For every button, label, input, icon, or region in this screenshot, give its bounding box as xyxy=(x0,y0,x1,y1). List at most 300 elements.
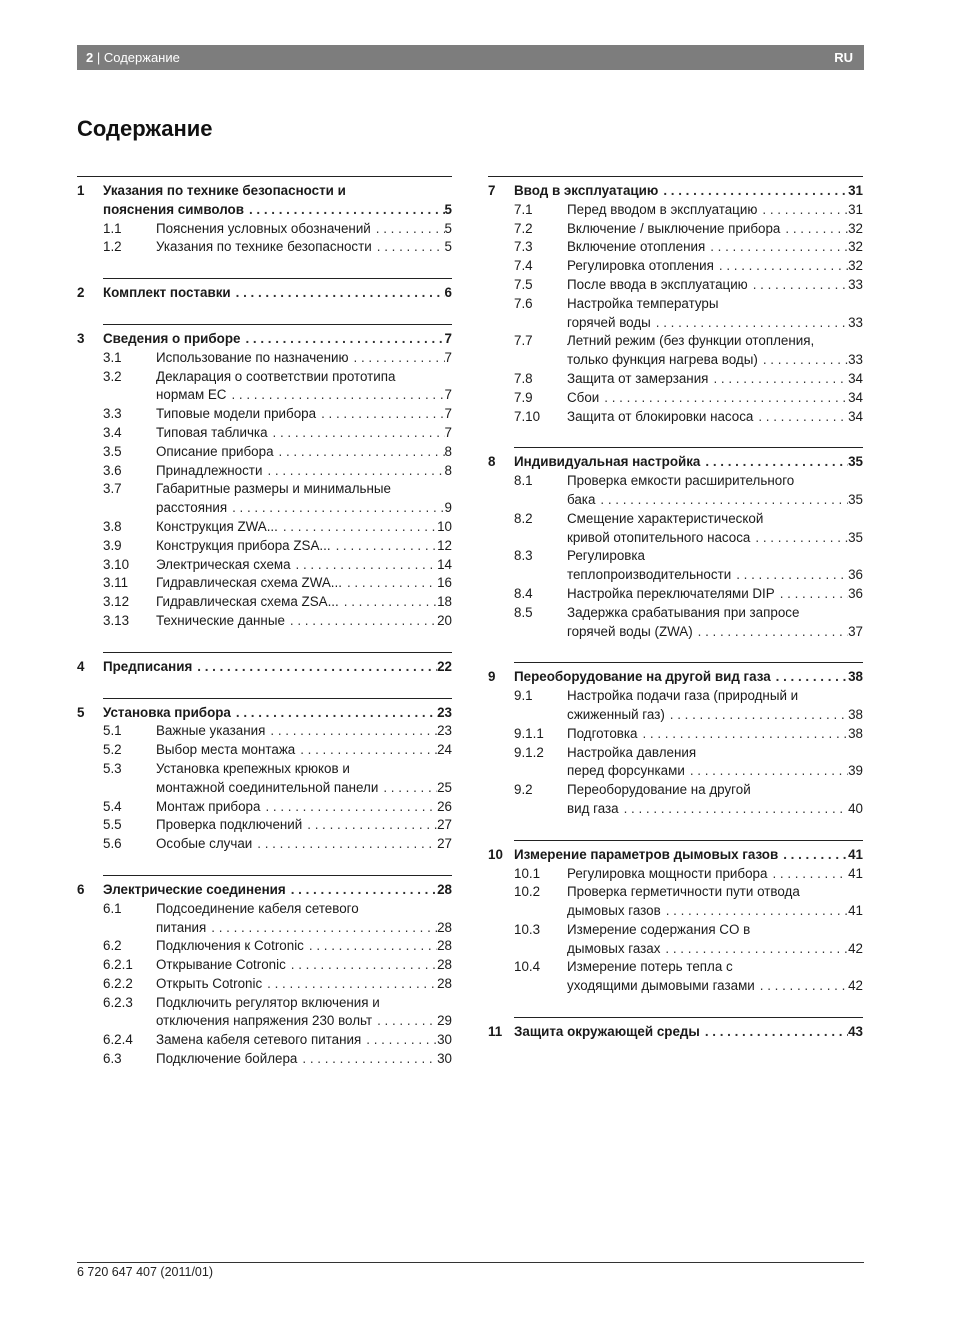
toc-entry-number: 8.1 xyxy=(514,473,533,489)
toc-entry-title: Проверка герметичности пути отвода xyxy=(567,884,800,900)
leader-dots xyxy=(372,238,445,257)
toc-entry-line xyxy=(103,182,452,201)
toc-entry-text xyxy=(567,725,863,744)
leader-dots xyxy=(268,424,445,443)
toc-page-number: 7 xyxy=(444,406,452,422)
leader-dots xyxy=(595,491,848,510)
toc-entry[interactable] xyxy=(488,370,863,389)
toc-page-number: 16 xyxy=(437,575,452,591)
toc-entry-title: дымовых газов xyxy=(567,903,661,919)
toc-entry[interactable] xyxy=(488,921,863,959)
toc-entry-number: 6.2.1 xyxy=(103,957,133,973)
toc-entry-number: 6.2.4 xyxy=(103,1032,133,1048)
toc-entry-title: Гидравлическая схема ZWA... xyxy=(156,575,342,591)
toc-entry[interactable] xyxy=(488,389,863,408)
toc-entry[interactable] xyxy=(488,744,863,782)
toc-page-number: 7 xyxy=(444,387,452,403)
toc-entry-text xyxy=(567,408,863,427)
toc-entry-number: 9.1 xyxy=(514,688,533,704)
toc-entry-number: 5 xyxy=(77,704,85,720)
toc-entry-number: 5.6 xyxy=(103,836,122,852)
toc-entry-number: 8 xyxy=(488,454,496,470)
toc-section-heading[interactable] xyxy=(77,698,452,723)
toc-entry-number: 8.2 xyxy=(514,510,533,526)
toc-entry[interactable] xyxy=(77,994,452,1032)
toc-page-number: 12 xyxy=(437,537,452,553)
toc-section xyxy=(488,176,863,426)
toc-entry-text xyxy=(514,1023,863,1042)
toc-entry-number: 5.5 xyxy=(103,817,122,833)
toc-entry-line xyxy=(156,480,452,499)
toc-entry[interactable] xyxy=(77,741,452,760)
toc-section-heading[interactable] xyxy=(488,176,863,201)
toc-page-number: 38 xyxy=(848,706,863,722)
toc-entry[interactable] xyxy=(488,958,863,996)
toc-entry-line xyxy=(514,1023,863,1042)
toc-entry-line xyxy=(567,883,863,902)
toc-entry-title: дымовых газах xyxy=(567,940,661,956)
toc-entry-line xyxy=(567,762,863,781)
toc-entry-title: сжиженный газ) xyxy=(567,706,665,722)
toc-entry-text xyxy=(156,368,452,406)
leader-dots xyxy=(265,722,437,741)
toc-entry-title: горячей воды (ZWA) xyxy=(567,623,693,639)
toc-entry-text xyxy=(567,510,863,548)
toc-section xyxy=(77,176,452,257)
toc-entry-text xyxy=(567,744,863,782)
toc-entry[interactable] xyxy=(77,1031,452,1050)
toc-entry-title: Описание прибора xyxy=(156,443,274,459)
toc-entry-number: 10 xyxy=(488,846,503,862)
toc-entry-title: Конструкция ZWA... xyxy=(156,518,278,534)
toc-entry-number: 7 xyxy=(488,183,496,198)
toc-entry[interactable] xyxy=(77,537,452,556)
toc-entry-title: Измерение параметров дымовых газов xyxy=(514,846,779,862)
toc-entry-number: 7.2 xyxy=(514,220,533,236)
toc-entry-text xyxy=(567,238,863,257)
leader-dots xyxy=(252,835,437,854)
toc-entry-line xyxy=(567,781,863,800)
leader-dots xyxy=(291,556,438,575)
toc-entry-number: 9 xyxy=(488,669,496,685)
toc-entry[interactable] xyxy=(488,781,863,819)
toc-entry-line xyxy=(567,547,863,566)
toc-entry-title: кривой отопительного насоса xyxy=(567,529,751,545)
leader-dots xyxy=(758,351,848,370)
toc-entry[interactable] xyxy=(77,443,452,462)
page-title: Содержание xyxy=(77,116,213,141)
toc-section-heading[interactable] xyxy=(488,447,863,472)
toc-entry-number: 3.12 xyxy=(103,594,130,610)
toc-left-column xyxy=(77,176,452,1090)
toc-entry-text xyxy=(567,687,863,725)
toc-entry-title: Важные указания xyxy=(156,723,266,739)
toc-entry-title: Комплект поставки xyxy=(103,285,231,301)
toc-entry[interactable] xyxy=(77,722,452,741)
toc-entry-line xyxy=(567,921,863,940)
toc-entry-number: 7.8 xyxy=(514,370,533,386)
toc-entry-line xyxy=(156,368,452,387)
toc-entry-text xyxy=(103,704,452,723)
toc-page-number: 7 xyxy=(444,349,452,365)
toc-entry-line xyxy=(567,604,863,623)
toc-section-heading[interactable] xyxy=(488,840,863,865)
leader-dots xyxy=(755,977,848,996)
toc-entry-line xyxy=(156,424,452,443)
toc-entry[interactable] xyxy=(488,687,863,725)
toc-entry-title: Подготовка xyxy=(567,725,638,741)
leader-dots xyxy=(619,800,848,819)
toc-entry-title: Особые случаи xyxy=(156,836,253,852)
toc-entry[interactable] xyxy=(77,900,452,938)
toc-entry[interactable] xyxy=(488,883,863,921)
toc-entry[interactable] xyxy=(77,1050,452,1069)
toc-entry-line xyxy=(567,940,863,959)
toc-section-heading[interactable] xyxy=(77,278,452,303)
toc-page-number: 38 xyxy=(848,669,863,685)
toc-entry-line xyxy=(567,706,863,725)
toc-entry-text xyxy=(156,424,452,443)
toc-right-column xyxy=(488,176,863,1063)
toc-section xyxy=(77,698,452,854)
toc-entry-text xyxy=(156,593,452,612)
toc-entry[interactable] xyxy=(77,835,452,854)
toc-entry[interactable] xyxy=(488,604,863,642)
toc-entry-title: нормам ЕС xyxy=(156,387,227,403)
toc-entry-text xyxy=(156,518,452,537)
footer-divider xyxy=(77,1262,864,1263)
toc-page-number: 27 xyxy=(437,817,452,833)
toc-entry[interactable] xyxy=(488,276,863,295)
toc-entry-text xyxy=(156,574,452,593)
toc-entry-title: Смещение характеристической xyxy=(567,510,764,526)
leader-dots xyxy=(295,741,437,760)
toc-entry[interactable] xyxy=(488,295,863,333)
toc-entry-title: уходящими дымовыми газами xyxy=(567,978,755,994)
toc-entry[interactable] xyxy=(488,332,863,370)
toc-entry-title: только функция нагрева воды) xyxy=(567,352,758,368)
toc-entry[interactable] xyxy=(77,937,452,956)
toc-entry[interactable] xyxy=(488,725,863,744)
toc-page-number: 30 xyxy=(437,1032,452,1048)
toc-entry-number: 10.4 xyxy=(514,959,541,975)
toc-entry-line xyxy=(567,314,863,333)
toc-section-heading[interactable] xyxy=(77,652,452,677)
toc-section-heading[interactable] xyxy=(77,324,452,349)
toc-entry-number: 5.4 xyxy=(103,798,122,814)
toc-section-heading[interactable] xyxy=(488,1017,863,1042)
leader-dots xyxy=(206,919,437,938)
toc-entry[interactable] xyxy=(77,220,452,239)
toc-entry-text xyxy=(156,480,452,518)
toc-entry-text xyxy=(156,816,452,835)
toc-page-number: 32 xyxy=(848,220,863,236)
leader-dots xyxy=(231,704,437,723)
leader-dots xyxy=(192,658,437,677)
toc-entry-line xyxy=(156,900,452,919)
toc-entry-title: теплопроизводительности xyxy=(567,567,732,583)
toc-entry-line xyxy=(156,349,452,368)
toc-entry-number: 6.1 xyxy=(103,900,122,916)
header-language: RU xyxy=(834,50,853,65)
toc-entry[interactable] xyxy=(77,349,452,368)
toc-entry-title: Перед вводом в эксплуатацию xyxy=(567,201,758,217)
toc-entry-line xyxy=(156,975,452,994)
toc-page-number: 40 xyxy=(848,800,863,816)
toc-entry[interactable] xyxy=(488,585,863,604)
toc-entry[interactable] xyxy=(77,238,452,257)
toc-entry-number: 3.7 xyxy=(103,481,122,497)
toc-entry-text xyxy=(156,405,452,424)
toc-entry[interactable] xyxy=(77,612,452,631)
toc-entry-line xyxy=(514,668,863,687)
toc-entry[interactable] xyxy=(77,593,452,612)
toc-entry-title: Подсоединение кабеля сетевого xyxy=(156,900,359,916)
toc-entry-title: питания xyxy=(156,919,207,935)
toc-entry[interactable] xyxy=(77,975,452,994)
toc-entry[interactable] xyxy=(77,760,452,798)
toc-entry-title: Предписания xyxy=(103,658,193,674)
toc-entry-line xyxy=(156,816,452,835)
toc-entry-title: Защита от блокировки насоса xyxy=(567,408,754,424)
toc-section-heading[interactable] xyxy=(488,662,863,687)
toc-entry[interactable] xyxy=(488,472,863,510)
toc-page-number: 14 xyxy=(437,556,452,572)
toc-page-number: 25 xyxy=(437,779,452,795)
toc-entry-text xyxy=(103,658,452,677)
toc-entry-text xyxy=(103,881,452,900)
toc-entry-number: 7.10 xyxy=(514,408,541,424)
toc-entry-text xyxy=(103,182,452,220)
toc-entry-line xyxy=(156,835,452,854)
toc-entry-text xyxy=(156,349,452,368)
leader-dots xyxy=(286,881,437,900)
toc-entry-number: 3.3 xyxy=(103,406,122,422)
toc-page-number: 32 xyxy=(848,239,863,255)
toc-entry-number: 1.2 xyxy=(103,239,122,255)
toc-entry-number: 7.9 xyxy=(514,389,533,405)
toc-entry-title: горячей воды xyxy=(567,314,651,330)
leader-dots xyxy=(599,389,848,408)
toc-entry[interactable] xyxy=(77,424,452,443)
toc-entry-text xyxy=(103,330,452,349)
toc-entry-number: 7.3 xyxy=(514,239,533,255)
leader-dots xyxy=(302,816,437,835)
leader-dots xyxy=(240,330,444,349)
toc-entry[interactable] xyxy=(77,956,452,975)
toc-entry-title: Проверка подключений xyxy=(156,817,303,833)
toc-entry-number: 3.11 xyxy=(103,575,129,591)
toc-page-number: 34 xyxy=(848,408,863,424)
toc-entry-line xyxy=(103,658,452,677)
toc-page-number: 38 xyxy=(848,725,863,741)
toc-entry-line xyxy=(156,919,452,938)
toc-page-number: 10 xyxy=(437,518,452,534)
toc-entry-text xyxy=(156,994,452,1032)
toc-entry-title: Настройка переключателями DIP xyxy=(567,585,775,601)
toc-entry-title: Проверка емкости расширительного xyxy=(567,473,795,489)
toc-entry-number: 1.1 xyxy=(103,220,122,236)
toc-entry[interactable] xyxy=(488,865,863,884)
toc-section-heading[interactable] xyxy=(77,875,452,900)
toc-entry-title: Технические данные xyxy=(156,612,285,628)
toc-entry-line xyxy=(103,881,452,900)
toc-entry-title: Регулировка xyxy=(567,548,645,564)
toc-section xyxy=(77,875,452,1069)
toc-page-number: 24 xyxy=(437,742,452,758)
toc-page-number: 39 xyxy=(848,763,863,779)
toc-section-heading[interactable] xyxy=(77,176,452,220)
toc-entry-number: 3.13 xyxy=(103,612,130,628)
toc-entry[interactable] xyxy=(488,547,863,585)
toc-entry-text xyxy=(156,462,452,481)
toc-entry-title: Электрические соединения xyxy=(103,881,286,897)
toc-entry-number: 2 xyxy=(77,285,85,301)
toc-entry-line xyxy=(567,566,863,585)
toc-entry[interactable] xyxy=(77,798,452,817)
toc-entry[interactable] xyxy=(488,220,863,239)
toc-entry-title: Указания по технике безопасности и xyxy=(103,183,346,198)
toc-entry-text xyxy=(514,182,863,201)
toc-entry-title: Летний режим (без функции отопления, xyxy=(567,333,815,349)
leader-dots xyxy=(705,238,848,257)
toc-entry-number: 3.1 xyxy=(103,349,122,365)
toc-page-number: 23 xyxy=(437,723,452,739)
leader-dots xyxy=(660,940,848,959)
toc-entry-number: 6 xyxy=(77,881,85,897)
toc-entry[interactable] xyxy=(77,556,452,575)
toc-entry[interactable] xyxy=(488,257,863,276)
leader-dots xyxy=(349,349,445,368)
toc-entry-line xyxy=(567,529,863,548)
toc-entry-title: Указания по технике безопасности xyxy=(156,239,372,255)
toc-page-number: 35 xyxy=(848,454,863,470)
toc-page-number: 18 xyxy=(437,594,452,610)
toc-entry-number: 6.2.2 xyxy=(103,975,133,991)
toc-entry-title: Ввод в эксплуатацию xyxy=(514,183,659,198)
toc-page-number: 5 xyxy=(444,220,452,236)
toc-entry-title: пояснения символов xyxy=(103,201,244,217)
leader-dots xyxy=(226,386,444,405)
toc-entry-title: Задержка срабатывания при запросе xyxy=(567,604,800,620)
toc-page-number: 28 xyxy=(437,957,452,973)
toc-entry-line xyxy=(567,977,863,996)
toc-page-number: 42 xyxy=(848,940,863,956)
footer-doc-number: 6 720 647 407 (2011/01) xyxy=(77,1265,213,1279)
toc-entry[interactable] xyxy=(488,238,863,257)
toc-entry-title: Конструкция прибора ZSA... xyxy=(156,537,331,553)
leader-dots xyxy=(297,1050,437,1069)
toc-page-number: 31 xyxy=(848,201,863,217)
toc-entry-title: Электрическая схема xyxy=(156,556,291,572)
toc-entry[interactable] xyxy=(488,510,863,548)
toc-entry-text xyxy=(156,1050,452,1069)
toc-entry-line xyxy=(156,722,452,741)
leader-dots xyxy=(778,846,848,865)
toc-entry-title: Открыть Cotronic xyxy=(156,975,263,991)
toc-entry-title: Монтаж прибора xyxy=(156,798,261,814)
page-header xyxy=(77,45,864,70)
leader-dots xyxy=(661,902,848,921)
toc-page-number: 28 xyxy=(437,975,452,991)
toc-entry-number: 7.4 xyxy=(514,258,533,274)
toc-entry-text xyxy=(156,443,452,462)
toc-entry-title: Типовые модели прибора xyxy=(156,406,317,422)
toc-section xyxy=(77,278,452,303)
toc-entry-text xyxy=(567,883,863,921)
toc-entry-title: Установка крепежных крюков и xyxy=(156,760,350,776)
toc-entry-title: Пояснения условных обозначений xyxy=(156,220,371,236)
toc-page-number: 37 xyxy=(848,623,863,639)
toc-entry-line xyxy=(156,956,452,975)
leader-dots xyxy=(304,937,437,956)
header-separator: | xyxy=(96,50,101,65)
toc-entry-line xyxy=(514,182,863,201)
toc-entry-text xyxy=(156,937,452,956)
toc-entry[interactable] xyxy=(77,405,452,424)
toc-entry-line xyxy=(567,351,863,370)
toc-entry-title: отключения напряжения 230 вольт xyxy=(156,1013,373,1029)
toc-entry-line xyxy=(103,201,452,220)
toc-page-number: 7 xyxy=(444,424,452,440)
toc-entry-line xyxy=(567,201,863,220)
toc-entry[interactable] xyxy=(77,462,452,481)
leader-dots xyxy=(685,762,848,781)
toc-entry-text xyxy=(514,453,863,472)
leader-dots xyxy=(714,257,848,276)
toc-entry-text xyxy=(567,257,863,276)
leader-dots xyxy=(708,370,848,389)
toc-entry-line xyxy=(567,257,863,276)
toc-entry-line xyxy=(567,276,863,295)
toc-entry-number: 5.3 xyxy=(103,760,122,776)
toc-entry-line xyxy=(567,491,863,510)
toc-entry-number: 6.2 xyxy=(103,938,122,954)
leader-dots xyxy=(331,537,438,556)
toc-entry-number: 10.1 xyxy=(514,865,541,881)
toc-page-number: 35 xyxy=(848,491,863,507)
leader-dots xyxy=(700,1023,848,1042)
toc-entry[interactable] xyxy=(77,368,452,406)
toc-entry-line xyxy=(156,443,452,462)
toc-entry-number: 3.8 xyxy=(103,518,122,534)
leader-dots xyxy=(227,499,444,518)
toc-entry-number: 8.4 xyxy=(514,585,533,601)
toc-entry-text xyxy=(567,295,863,333)
toc-entry-text xyxy=(156,537,452,556)
toc-section xyxy=(77,324,452,631)
toc-entry-line xyxy=(567,725,863,744)
toc-page-number: 36 xyxy=(848,567,863,583)
toc-entry-text xyxy=(567,389,863,408)
toc-entry[interactable] xyxy=(488,408,863,427)
toc-page-number: 27 xyxy=(437,836,452,852)
toc-entry[interactable] xyxy=(77,518,452,537)
toc-entry[interactable] xyxy=(77,816,452,835)
toc-entry-number: 4 xyxy=(77,658,85,674)
toc-entry-line xyxy=(514,453,863,472)
toc-entry-line xyxy=(567,623,863,642)
toc-entry[interactable] xyxy=(77,574,452,593)
toc-entry-line xyxy=(156,1050,452,1069)
toc-entry[interactable] xyxy=(488,201,863,220)
toc-entry[interactable] xyxy=(77,480,452,518)
toc-page-number: 33 xyxy=(848,276,863,292)
toc-entry-line xyxy=(103,704,452,723)
toc-entry-text xyxy=(156,956,452,975)
toc-entry-title: Регулировка отопления xyxy=(567,258,714,274)
leader-dots xyxy=(665,706,848,725)
